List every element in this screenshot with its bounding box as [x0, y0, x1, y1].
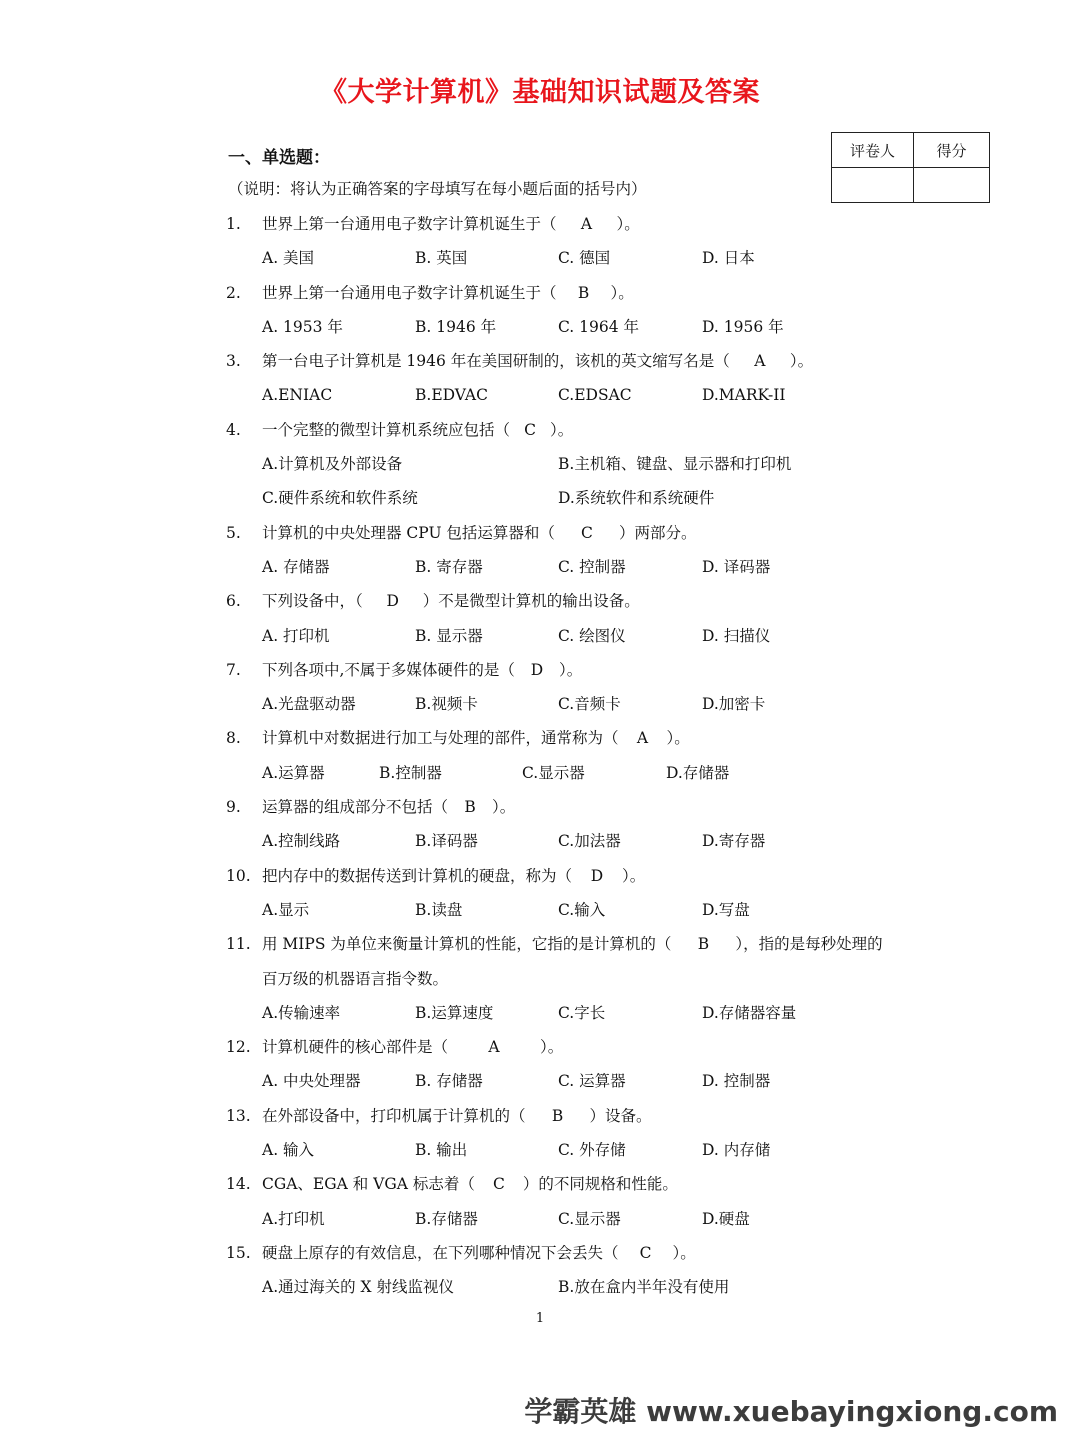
score-label: 得分 [914, 133, 990, 168]
answer-blank: B [464, 798, 476, 817]
question-number: 5. [226, 523, 241, 542]
question-stem: 硬盘上原存的有效信息，在下列哪种情况下会丢失（ [262, 1243, 619, 1262]
option-choice: B. 输出 [415, 1141, 468, 1160]
options-row [262, 687, 986, 721]
answer-blank: C [581, 523, 593, 542]
question-stem: 下列各项中,不属于多媒体硬件的是（ [262, 660, 515, 679]
option-choice: C.显示器 [558, 1209, 621, 1228]
question-stem-line [226, 413, 986, 447]
question-stem: 世界上第一台通用电子数字计算机诞生于（ [262, 215, 557, 233]
question-stem: 计算机的中央处理器 CPU 包括运算器和（ [262, 523, 555, 542]
question-number: 2. [226, 283, 241, 302]
question-number: 3. [226, 352, 241, 371]
option-choice: A.计算机及外部设备 [262, 455, 403, 474]
option-choice: D. 1956 年 [702, 317, 784, 336]
question-item [226, 927, 986, 1030]
question-item [226, 1236, 986, 1305]
options-row [262, 1064, 986, 1098]
question-number: 6. [226, 592, 241, 611]
option-choice: D.寄存器 [702, 832, 766, 851]
option-choice: A. 打印机 [262, 626, 330, 645]
option-choice: A.ENIAC [262, 386, 333, 405]
answer-blank: C [492, 1175, 505, 1194]
answer-blank: D [530, 660, 544, 679]
question-stem: 计算机硬件的核心部件是（ [262, 1038, 449, 1057]
option-choice: B. 显示器 [415, 626, 483, 645]
answer-blank: D [590, 866, 604, 885]
question-number: 10. [226, 866, 251, 885]
option-choice: D.硬盘 [702, 1209, 750, 1228]
option-choice: C. 德国 [558, 249, 611, 268]
question-stem: 计算机中对数据进行加工与处理的部件，通常称为（ [262, 729, 619, 748]
option-choice: C.音频卡 [558, 695, 621, 714]
option-choice: D. 日本 [702, 249, 755, 268]
question-number: 14. [226, 1175, 251, 1194]
answer-blank: B [697, 935, 710, 954]
score-table [831, 132, 990, 203]
option-choice: D.系统软件和系统硬件 [558, 489, 715, 508]
options-row [262, 481, 986, 515]
option-choice: C.EDSAC [558, 386, 632, 405]
question-stem: 世界上第一台通用电子数字计算机诞生于（ [262, 283, 557, 302]
question-stem-line [226, 653, 986, 687]
question-item [226, 207, 986, 276]
options-row [262, 310, 986, 344]
answer-blank: C [639, 1243, 652, 1262]
question-item [226, 1167, 986, 1236]
question-number: 7. [226, 660, 241, 679]
option-choice: B.视频卡 [415, 695, 478, 714]
instruction-note: （说明：将认为正确答案的字母填写在每小题后面的括号内） [228, 180, 647, 198]
options-row [262, 756, 986, 790]
option-choice: B. 存储器 [415, 1072, 483, 1091]
question-stem-line [226, 207, 986, 241]
option-choice: A. 中央处理器 [262, 1072, 361, 1091]
option-choice: D. 译码器 [702, 557, 771, 576]
question-stem: 用 MIPS 为单位来衡量计算机的性能，它指的是计算机的（ [262, 935, 672, 954]
answer-blank: A [754, 352, 766, 371]
section-heading: 一、单选题： [228, 148, 330, 168]
question-item [226, 413, 986, 516]
option-choice: C.字长 [558, 1003, 606, 1022]
option-choice: C. 运算器 [558, 1072, 626, 1091]
score-value-cell [914, 168, 990, 203]
question-tail: ）的不同规格和性能。 [522, 1175, 678, 1194]
option-choice: C.显示器 [522, 763, 585, 782]
question-stem-line [226, 790, 986, 824]
question-stem-line [226, 276, 986, 310]
options-row [262, 893, 986, 927]
option-choice: A. 输入 [262, 1141, 315, 1160]
question-stem-line [226, 1099, 986, 1133]
options-row [262, 550, 986, 584]
question-tail: ），指的是每秒处理的 [735, 935, 883, 954]
option-choice: A. 美国 [262, 249, 315, 268]
question-tail: ）。 [672, 1243, 696, 1262]
option-choice: D.MARK-II [702, 386, 786, 405]
answer-blank: C [524, 420, 536, 439]
question-stem: 运算器的组成部分不包括（ [262, 798, 449, 817]
options-row [262, 619, 986, 653]
options-row [262, 1133, 986, 1167]
question-tail: ）。 [610, 283, 634, 302]
option-choice: D. 内存储 [702, 1141, 771, 1160]
document-title: 《大学计算机》基础知识试题及答案 [320, 77, 760, 108]
question-stem-line [226, 1030, 986, 1064]
option-choice: D.存储器容量 [702, 1003, 797, 1022]
question-stem-line [226, 584, 986, 618]
option-choice: A.控制线路 [262, 832, 341, 851]
question-tail: ）。 [622, 866, 646, 885]
question-stem-line [226, 859, 986, 893]
question-number: 4. [226, 420, 241, 439]
option-choice: C. 控制器 [558, 557, 626, 576]
answer-blank: B [551, 1106, 564, 1125]
question-stem-line [226, 927, 986, 961]
option-choice: D.写盘 [702, 900, 750, 919]
option-choice: A. 1953 年 [262, 317, 343, 336]
question-tail: ）不是微型计算机的输出设备。 [422, 592, 640, 611]
option-choice: B.放在盒内半年没有使用 [558, 1278, 730, 1297]
question-item [226, 276, 986, 345]
answer-blank: A [636, 729, 649, 748]
question-item [226, 790, 986, 859]
option-choice: B.控制器 [379, 763, 442, 782]
option-choice: A. 存储器 [262, 557, 330, 576]
option-choice: C. 外存储 [558, 1141, 626, 1160]
question-tail: ）。 [558, 660, 583, 679]
question-stem-line [226, 721, 986, 755]
question-number: 13. [226, 1106, 251, 1125]
option-choice: C. 绘图仪 [558, 626, 626, 645]
question-number: 15. [226, 1243, 251, 1262]
option-choice: B.主机箱、键盘、显示器和打印机 [558, 455, 792, 474]
option-choice: B.存储器 [415, 1209, 478, 1228]
question-item [226, 721, 986, 790]
question-stem: 一个完整的微型计算机系统应包括（ [262, 420, 511, 439]
answer-blank: A [488, 1038, 500, 1057]
option-choice: C.加法器 [558, 832, 621, 851]
question-stem: CGA、EGA 和 VGA 标志着（ [262, 1175, 475, 1194]
question-stem: 在外部设备中，打印机属于计算机的（ [262, 1106, 526, 1125]
answer-blank: A [580, 215, 593, 233]
question-number: 8. [226, 729, 241, 748]
question-stem-line [226, 516, 986, 550]
question-tail: ）。 [540, 1038, 564, 1057]
question-item [226, 584, 986, 653]
option-choice: B. 1946 年 [415, 317, 497, 336]
options-row [262, 378, 986, 412]
question-stem: 第一台电子计算机是 1946 年在美国研制的，该机的英文缩写名是（ [262, 352, 730, 371]
question-stem-line [226, 344, 986, 378]
grader-value-cell [832, 168, 914, 203]
question-tail: ）。 [616, 215, 640, 233]
question-list [226, 207, 986, 1305]
option-choice: A.通过海关的 X 射线监视仪 [262, 1278, 455, 1297]
option-choice: B.译码器 [415, 832, 478, 851]
question-item [226, 516, 986, 585]
option-choice: C.硬件系统和软件系统 [262, 489, 418, 508]
option-choice: B.读盘 [415, 900, 463, 919]
options-row [262, 1202, 986, 1236]
footer-brand: 学霸英雄 www.xuebayingxiong.com [524, 1395, 1058, 1428]
options-row [262, 996, 986, 1030]
question-number: 11. [226, 935, 251, 954]
option-choice: B.运算速度 [415, 1003, 494, 1022]
options-row [262, 447, 986, 481]
question-number: 9. [226, 798, 241, 817]
question-number: 1. [226, 215, 241, 233]
question-tail: ）两部分。 [618, 523, 697, 542]
answer-blank: B [577, 283, 590, 302]
question-item [226, 1099, 986, 1168]
option-choice: D.存储器 [666, 763, 730, 782]
question-tail: ）。 [789, 352, 814, 371]
option-choice: C. 1964 年 [558, 317, 640, 336]
question-item [226, 344, 986, 413]
question-tail: ）。 [666, 729, 690, 748]
option-choice: B. 英国 [415, 249, 468, 268]
option-choice: A.显示 [262, 900, 310, 919]
option-choice: D. 控制器 [702, 1072, 771, 1091]
question-item [226, 653, 986, 722]
question-number: 12. [226, 1038, 251, 1057]
options-row [262, 1270, 986, 1304]
question-stem-line [226, 1236, 986, 1270]
option-choice: A.传输速率 [262, 1003, 341, 1022]
question-tail: ）。 [550, 420, 574, 439]
question-tail: ）。 [492, 798, 516, 817]
option-choice: C.输入 [558, 900, 606, 919]
option-choice: D.加密卡 [702, 695, 766, 714]
options-row [262, 241, 986, 275]
question-item [226, 1030, 986, 1099]
question-stem-continuation: 百万级的机器语言指令数。 [262, 969, 449, 988]
grader-label: 评卷人 [832, 133, 914, 168]
option-choice: A.光盘驱动器 [262, 695, 356, 714]
option-choice: B. 寄存器 [415, 557, 483, 576]
option-choice: D. 扫描仪 [702, 626, 771, 645]
question-stem: 把内存中的数据传送到计算机的硬盘，称为（ [262, 866, 573, 885]
option-choice: B.EDVAC [415, 386, 488, 405]
option-choice: A.运算器 [262, 763, 325, 782]
question-tail: ）设备。 [589, 1106, 652, 1125]
question-stem: 下列设备中，（ [262, 592, 363, 611]
option-choice: A.打印机 [262, 1209, 325, 1228]
answer-blank: D [386, 592, 399, 611]
options-row [262, 824, 986, 858]
page-number: 1 [535, 1311, 545, 1326]
question-stem-line [226, 1167, 986, 1201]
question-item [226, 859, 986, 928]
